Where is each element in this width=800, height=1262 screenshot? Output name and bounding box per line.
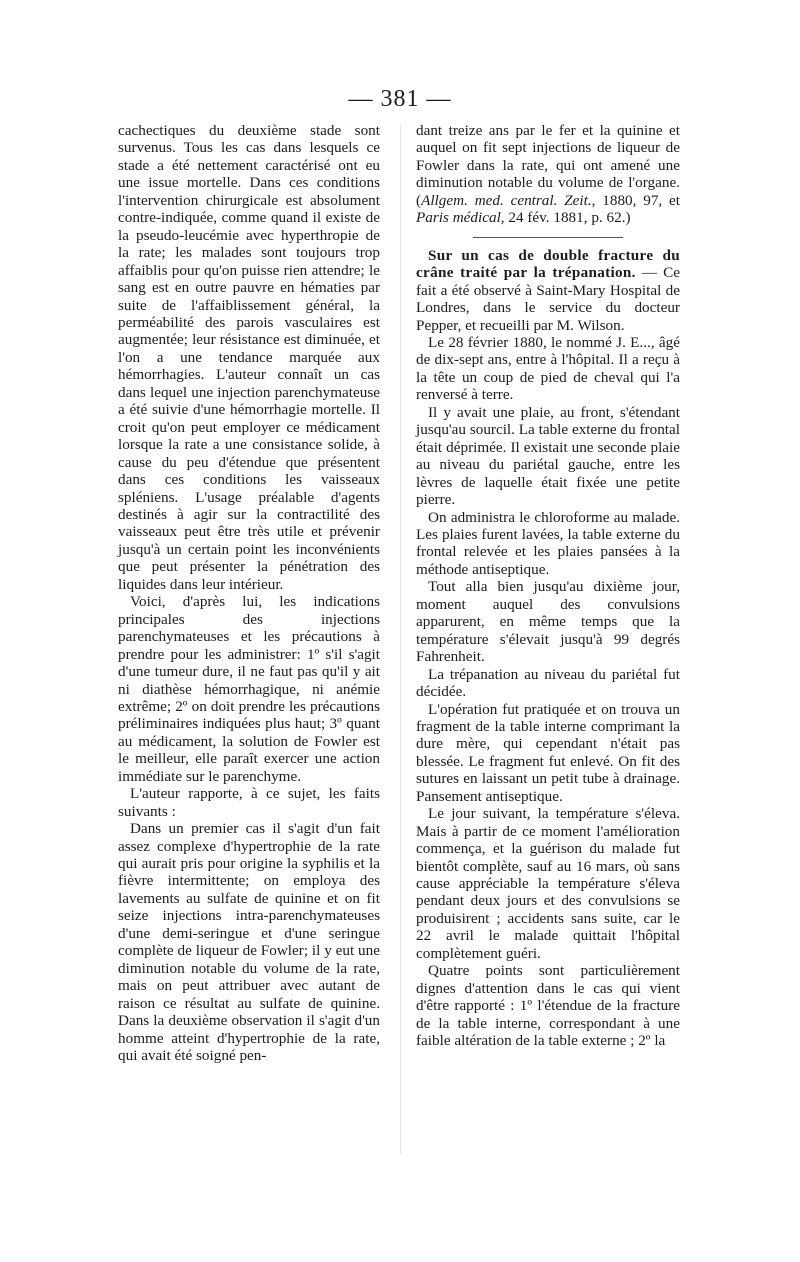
section-intro — [416, 247, 680, 334]
right-paragraph-7: L'opération fut pratiquée et on trouva un fragment de la table interne comprimant la dure mère, qui cependant n'était pas blessée. Le fragment fut enlevé. On fit des sutures en laissant un petit tube à drainage. Pansement antiseptique. — [416, 700, 680, 805]
right-column — [416, 122, 680, 1050]
right-paragraph-3: Il y avait une plaie, au front, s'étendant jusqu'au sourcil. La table externe du frontal était déprimée. Il existait une seconde plaie au niveau du pariétal gauche, entre les lèvres de laquelle était fixée une petite pierre. — [416, 403, 680, 509]
section-rule — [473, 237, 623, 238]
column-divider — [400, 124, 401, 1154]
right-paragraph-8: Le jour suivant, la température s'éleva. Mais à partir de ce moment l'amélioration commença, et la guérison du malade fut bientôt complète, sauf au 16 mars, où sans cause appréciable la température s'éleva pendant deux jours et des convulsions se produisirent ; accidents sans suite, car le 22 avril le malade quittait l'hôpital complètement guéri. — [416, 805, 680, 962]
left-paragraph-4: Dans un premier cas il s'agit d'un fait assez complexe d'hypertrophie de la rate qui aurait pris pour origine la syphilis et la fièvre intermittente; on employa des lavements au sulfate de quinine et on fit seize injections intra-parenchymateuses d'une demi-seringue et d'une seringue complète de liqueur de Fowler; il y eut une diminution notable du volume de la rate, mais on peut attribuer avec autant de raison ce résultat au sulfate de quinine. Dans la deuxième observation il s'agit d'un homme atteint d'hypertrophie de la rate, qui avait été soigné pen- — [118, 820, 380, 1065]
citation-paris-medical: Paris médical — [416, 209, 501, 227]
left-column — [118, 122, 380, 1064]
left-paragraph-1: cachectiques du deuxième stade sont survenus. Tous les cas dans lesquels ce stade a été nettement caractérisé ont eu une issue mortelle. Dans ces conditions l'intervention chirurgicale est absolument contre-indiquée, comme quand il existe de la pseudo-leucémie avec hyperthropie de la rate; les malades sont toujours trop affaiblis pour qu'on puisse rien attendre; le sang est en outre pauvre en hématies par suite de l'affaiblissement général, la perméabilité des parois vasculaires est augmentée; leur résistance est diminuée, et l'on a une tendance marquée aux hémorrhagies. L'auteur connaît un cas dans lequel une injection parenchymateuse a été suivie d'une hémorrhagie mortelle. Il croit qu'on peut employer ce médicament lorsque la rate a une consistance solide, à cause du peu d'étendue que présentent dans ces conditions les vaisseaux spléniens. L'usage préalable d'agents destinés à agir sur la contractilité des vaisseaux peut être très utile et prévenir jusqu'à un certain point les inconvénients que peut présenter la pénétration des liquides dans leur intérieur. — [118, 122, 380, 593]
section-intro-text: — Ce fait a été observé à Saint-Mary Hospital de Londres, dans le service du docteur Pepper, et recueilli par M. Wilson. — [416, 264, 680, 334]
right-paragraph-1 — [416, 122, 680, 227]
citation-allgem: Allgem. med. central. Zeit. — [421, 191, 592, 209]
right-paragraph-6: La trépanation au niveau du pariétal fut décidée. — [416, 665, 680, 701]
page-number: — 381 — — [348, 86, 452, 112]
right-paragraph-1-end: , 24 fév. 1881, p. 62.) — [500, 209, 631, 227]
section-heading: Sur un cas de double fracture du crâne traité par la trépanation. — [416, 246, 680, 282]
right-paragraph-1-text: dant treize ans par le fer et la quinine et auquel on fit sept injections de liqueur de Fowler dans la rate, qui ont amené une diminution notable du volume de l'organe. ( — [416, 122, 680, 209]
right-paragraph-5: Tout alla bien jusqu'au dixième jour, moment auquel des convulsions apparurent, en même temps que la température s'élevait jusqu'à 99 degrés Fahrenheit. — [416, 578, 680, 666]
right-paragraph-4: On administra le chloroforme au malade. Les plaies furent lavées, la table externe du frontal relevée et les plaies pansées à la méthode antiseptique. — [416, 508, 680, 578]
left-paragraph-2: Voici, d'après lui, les indications principales des injections parenchymateuses et les précautions à prendre pour les administrer: 1º s'il s'agit d'une tumeur dure, il ne faut pas qu'il y ait ni diathèse hémorrhagique, ni anémie extrême; 2º on doit prendre les précautions préliminaires indiquées plus haut; 3º quant au médicament, la solution de Fowler est le meilleur, elle paraît exercer une action immédiate sur le parenchyme. — [118, 593, 380, 785]
right-paragraph-9: Quatre points sont particulièrement dignes d'attention dans le cas qui vient d'être rapporté : 1º l'étendue de la fracture de la table interne, correspondant à une faible altération de la table externe ; 2º la — [416, 962, 680, 1050]
left-paragraph-3: L'auteur rapporte, à ce sujet, les faits suivants : — [118, 785, 380, 820]
right-paragraph-1-mid: , 1880, 97, et — [591, 191, 680, 209]
right-paragraph-2: Le 28 février 1880, le nommé J. E..., âgé de dix-sept ans, entre à l'hôpital. Il a reçu à la tête un coup de pied de cheval qui l'a renversé à terre. — [416, 333, 680, 404]
